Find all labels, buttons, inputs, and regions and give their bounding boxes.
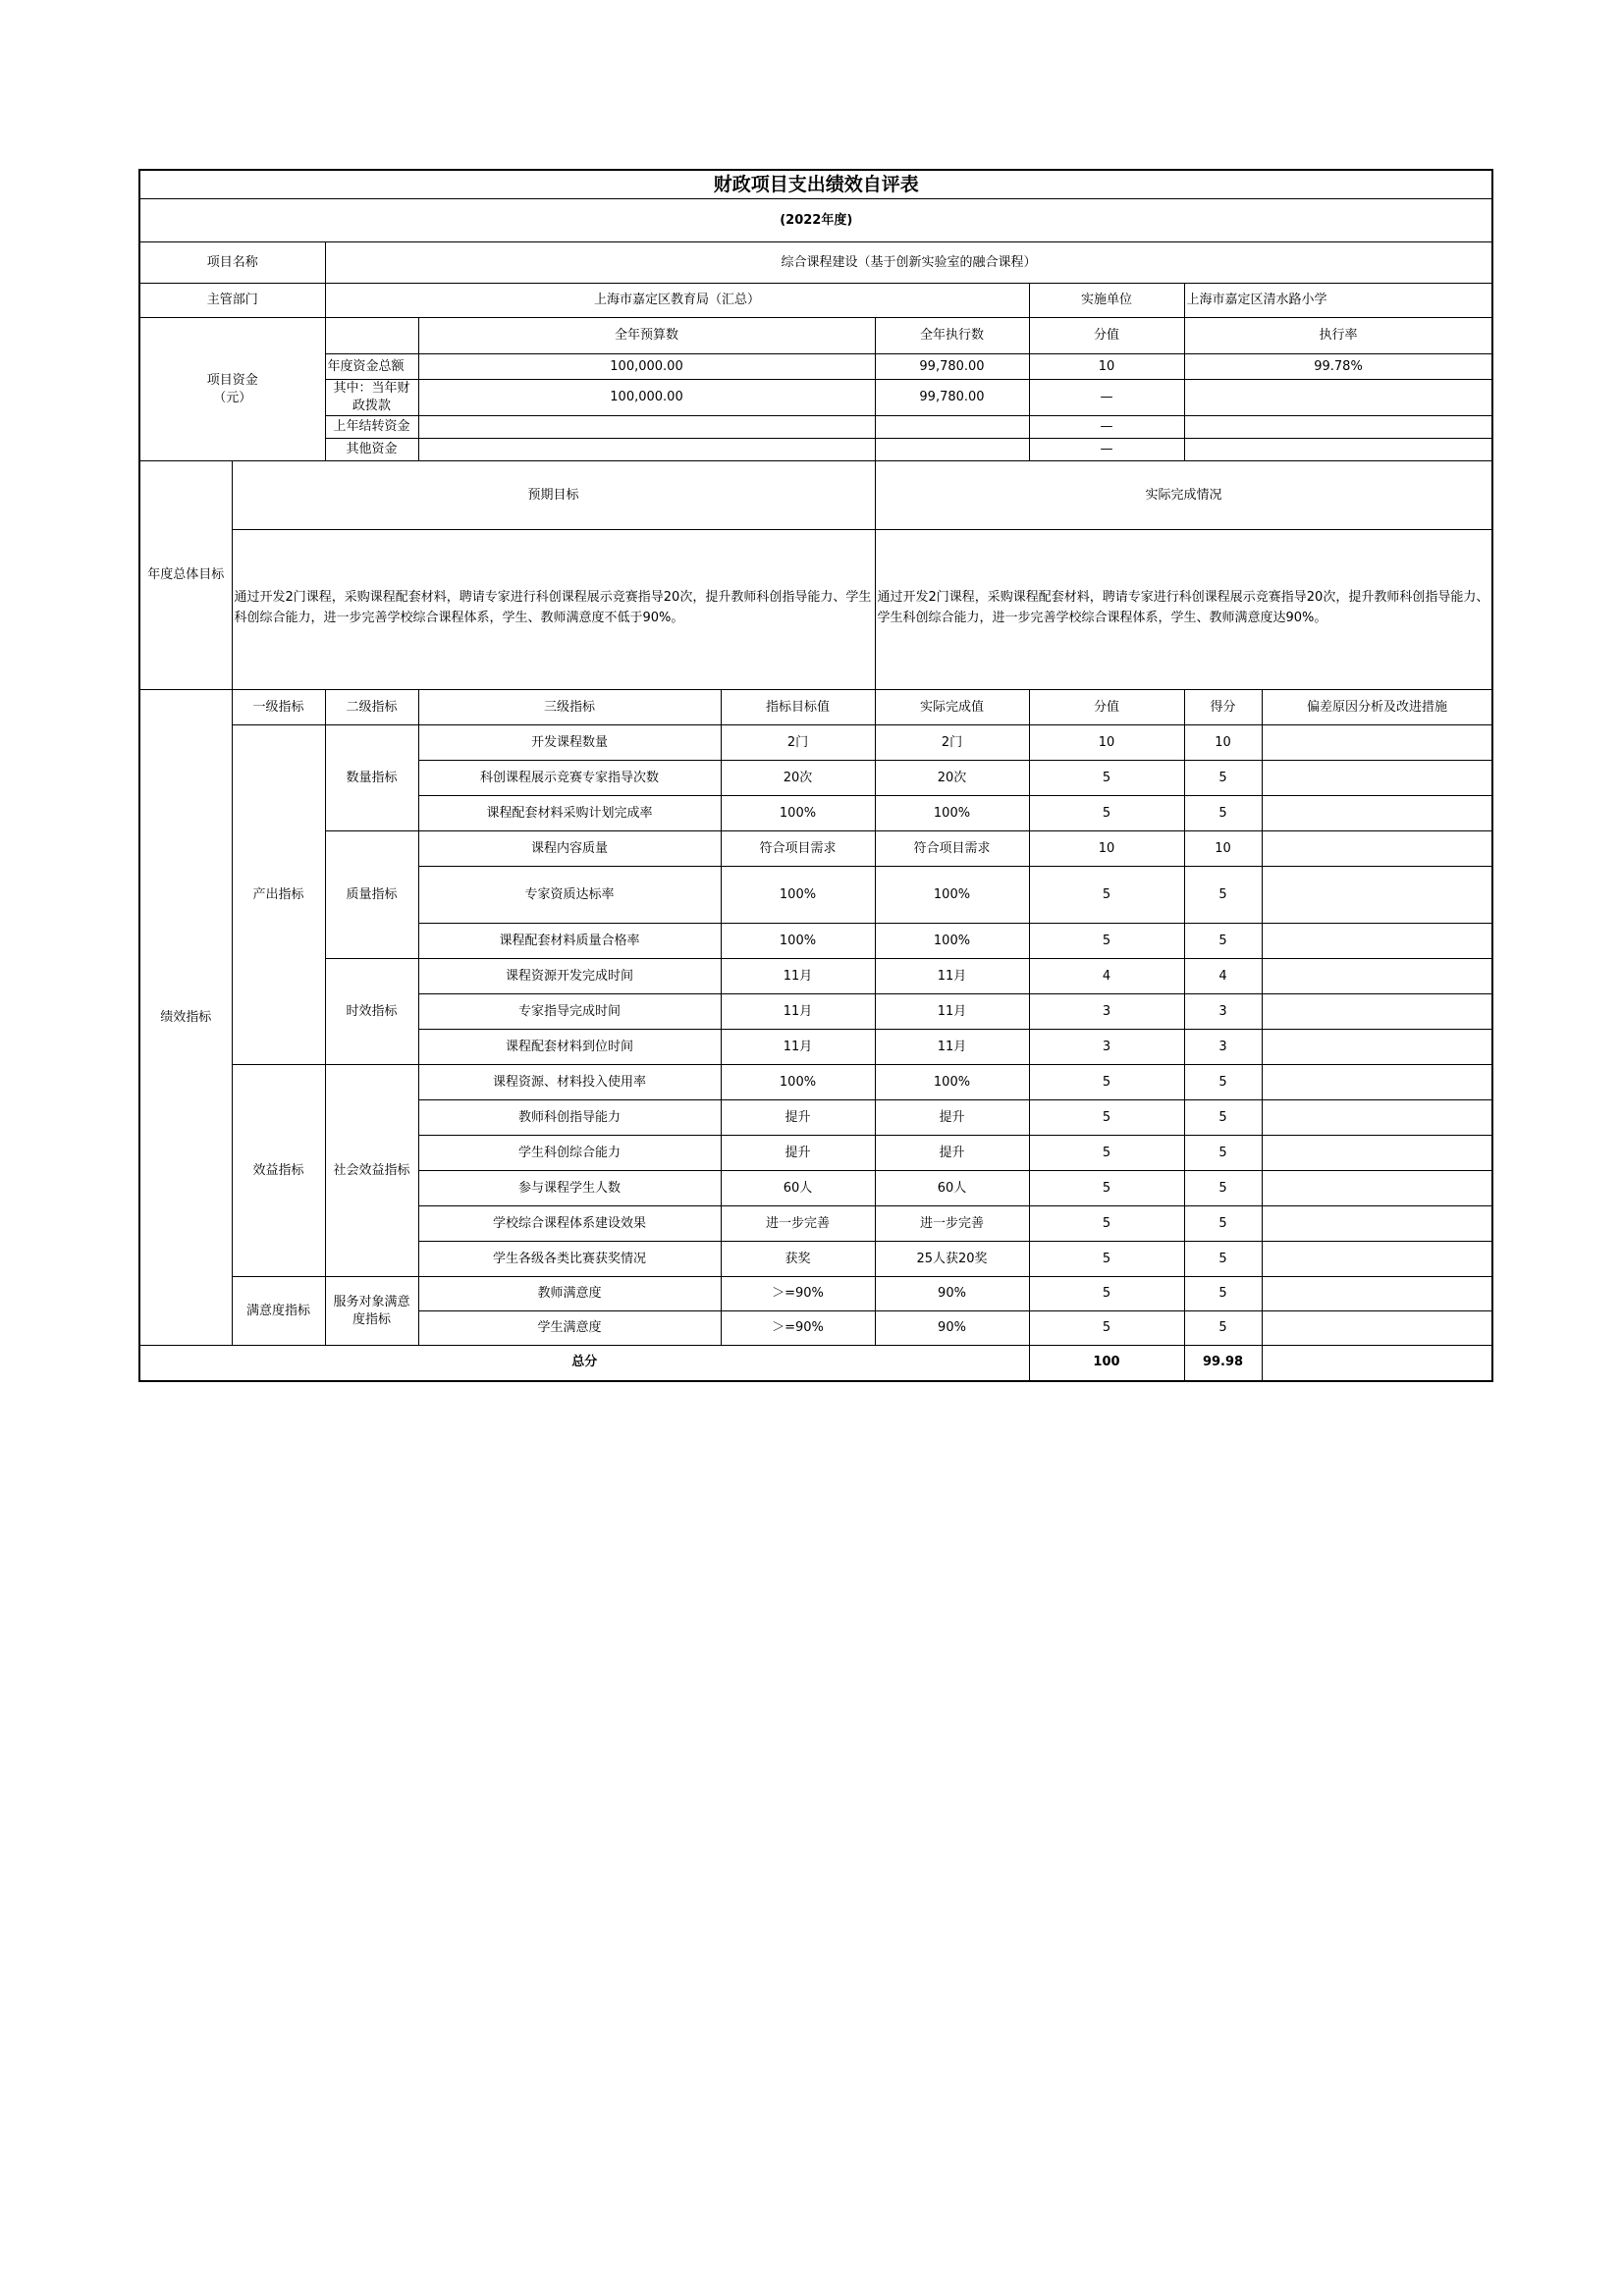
indicator-target: 100% bbox=[721, 796, 875, 831]
indicator-note bbox=[1262, 796, 1492, 831]
indicator-actual: 25人获20奖 bbox=[875, 1242, 1029, 1277]
indicator-header: 指标目标值 bbox=[721, 690, 875, 725]
total-note bbox=[1262, 1346, 1492, 1381]
funds-score-value: — bbox=[1029, 439, 1184, 461]
level3-indicator: 专家指导完成时间 bbox=[418, 994, 721, 1030]
indicator-target: 100% bbox=[721, 867, 875, 924]
indicator-header: 偏差原因分析及改进措施 bbox=[1262, 690, 1492, 725]
indicator-score: 5 bbox=[1184, 1065, 1262, 1100]
indicator-target: 2门 bbox=[721, 725, 875, 761]
indicator-actual: 100% bbox=[875, 867, 1029, 924]
indicator-note bbox=[1262, 959, 1492, 994]
level2-indicator: 服务对象满意度指标 bbox=[325, 1277, 418, 1346]
indicator-note bbox=[1262, 761, 1492, 796]
funds-row bbox=[139, 439, 1492, 461]
funds-score-value: — bbox=[1029, 380, 1184, 416]
level3-indicator: 学生满意度 bbox=[418, 1311, 721, 1346]
expected-goal-text: 通过开发2门课程，采购课程配套材料，聘请专家进行科创课程展示竞赛指导20次，提升教师科创指导能力、学生科创综合能力，进一步完善学校综合课程体系，学生、教师满意度不低于90%。 bbox=[232, 530, 875, 690]
level3-indicator: 课程内容质量 bbox=[418, 831, 721, 867]
funds-row bbox=[139, 354, 1492, 380]
dept-value: 上海市嘉定区教育局（汇总） bbox=[325, 284, 1029, 318]
level3-indicator: 课程配套材料质量合格率 bbox=[418, 924, 721, 959]
funds-budget: 100,000.00 bbox=[418, 354, 875, 380]
level3-indicator: 参与课程学生人数 bbox=[418, 1171, 721, 1206]
project-name-label: 项目名称 bbox=[139, 242, 325, 284]
indicator-target: ＞=90% bbox=[721, 1277, 875, 1311]
indicator-note bbox=[1262, 1277, 1492, 1311]
indicator-actual: 提升 bbox=[875, 1100, 1029, 1136]
indicator-score: 3 bbox=[1184, 994, 1262, 1030]
funds-header: 执行率 bbox=[1184, 318, 1492, 354]
indicator-value: 10 bbox=[1029, 831, 1184, 867]
indicator-target: 11月 bbox=[721, 959, 875, 994]
funds-rate bbox=[1184, 439, 1492, 461]
indicator-score: 5 bbox=[1184, 924, 1262, 959]
funds-score-value: — bbox=[1029, 416, 1184, 439]
indicator-actual: 符合项目需求 bbox=[875, 831, 1029, 867]
level3-indicator: 开发课程数量 bbox=[418, 725, 721, 761]
funds-row-name: 其中：当年财政拨款 bbox=[325, 380, 418, 416]
funds-exec: 99,780.00 bbox=[875, 380, 1029, 416]
indicator-value: 3 bbox=[1029, 994, 1184, 1030]
dept-label: 主管部门 bbox=[139, 284, 325, 318]
indicator-note bbox=[1262, 1242, 1492, 1277]
level3-indicator: 教师满意度 bbox=[418, 1277, 721, 1311]
indicator-target: 进一步完善 bbox=[721, 1206, 875, 1242]
level2-indicator: 时效指标 bbox=[325, 959, 418, 1065]
funds-exec bbox=[875, 416, 1029, 439]
indicator-target: 提升 bbox=[721, 1136, 875, 1171]
indicator-actual: 11月 bbox=[875, 959, 1029, 994]
level2-indicator: 社会效益指标 bbox=[325, 1065, 418, 1277]
funds-rate bbox=[1184, 380, 1492, 416]
self-evaluation-table bbox=[138, 169, 1493, 1382]
indicator-actual: 100% bbox=[875, 924, 1029, 959]
indicator-actual: 90% bbox=[875, 1311, 1029, 1346]
indicator-score: 5 bbox=[1184, 1136, 1262, 1171]
indicator-target: 60人 bbox=[721, 1171, 875, 1206]
indicator-header: 得分 bbox=[1184, 690, 1262, 725]
total-value: 100 bbox=[1029, 1346, 1184, 1381]
indicator-target: 获奖 bbox=[721, 1242, 875, 1277]
indicator-header: 三级指标 bbox=[418, 690, 721, 725]
indicator-note bbox=[1262, 1171, 1492, 1206]
indicator-score: 3 bbox=[1184, 1030, 1262, 1065]
funds-exec bbox=[875, 439, 1029, 461]
expected-goal-header: 预期目标 bbox=[232, 461, 875, 530]
funds-rate bbox=[1184, 416, 1492, 439]
level3-indicator: 专家资质达标率 bbox=[418, 867, 721, 924]
indicator-value: 5 bbox=[1029, 1311, 1184, 1346]
funds-row-name: 其他资金 bbox=[325, 439, 418, 461]
indicator-actual: 11月 bbox=[875, 994, 1029, 1030]
level3-indicator: 学生各级各类比赛获奖情况 bbox=[418, 1242, 721, 1277]
indicator-row bbox=[139, 1277, 1492, 1311]
indicator-score: 4 bbox=[1184, 959, 1262, 994]
indicator-value: 5 bbox=[1029, 1242, 1184, 1277]
indicator-score: 5 bbox=[1184, 796, 1262, 831]
funds-rate: 99.78% bbox=[1184, 354, 1492, 380]
funds-header: 全年执行数 bbox=[875, 318, 1029, 354]
indicator-row bbox=[139, 725, 1492, 761]
indicator-actual: 100% bbox=[875, 1065, 1029, 1100]
indicator-score: 5 bbox=[1184, 1100, 1262, 1136]
indicator-score: 5 bbox=[1184, 867, 1262, 924]
indicator-score: 5 bbox=[1184, 1242, 1262, 1277]
actual-completion-text: 通过开发2门课程，采购课程配套材料，聘请专家进行科创课程展示竞赛指导20次，提升教师科创指导能力、学生科创综合能力，进一步完善学校综合课程体系，学生、教师满意度达90%。 bbox=[875, 530, 1492, 690]
indicator-value: 5 bbox=[1029, 796, 1184, 831]
indicator-target: 11月 bbox=[721, 994, 875, 1030]
level3-indicator: 课程资源、材料投入使用率 bbox=[418, 1065, 721, 1100]
indicator-note bbox=[1262, 1065, 1492, 1100]
indicator-row bbox=[139, 831, 1492, 867]
indicator-note bbox=[1262, 924, 1492, 959]
goals-label: 年度总体目标 bbox=[139, 461, 232, 690]
indicator-target: 11月 bbox=[721, 1030, 875, 1065]
year-label: (2022年度) bbox=[139, 199, 1492, 242]
indicator-value: 5 bbox=[1029, 867, 1184, 924]
indicator-score: 5 bbox=[1184, 1171, 1262, 1206]
indicator-header: 实际完成值 bbox=[875, 690, 1029, 725]
funds-row bbox=[139, 380, 1492, 416]
indicator-actual: 20次 bbox=[875, 761, 1029, 796]
indicator-value: 5 bbox=[1029, 1171, 1184, 1206]
indicator-header: 一级指标 bbox=[232, 690, 325, 725]
indicator-row bbox=[139, 1065, 1492, 1100]
indicator-note bbox=[1262, 1136, 1492, 1171]
funds-budget bbox=[418, 416, 875, 439]
level3-indicator: 教师科创指导能力 bbox=[418, 1100, 721, 1136]
indicator-header: 分值 bbox=[1029, 690, 1184, 725]
indicator-note bbox=[1262, 994, 1492, 1030]
funds-row-name: 年度资金总额 bbox=[325, 354, 418, 380]
indicator-target: 100% bbox=[721, 924, 875, 959]
level2-indicator: 数量指标 bbox=[325, 725, 418, 831]
indicator-row bbox=[139, 959, 1492, 994]
level3-indicator: 课程资源开发完成时间 bbox=[418, 959, 721, 994]
indicator-score: 10 bbox=[1184, 725, 1262, 761]
funds-header: 分值 bbox=[1029, 318, 1184, 354]
indicator-actual: 90% bbox=[875, 1277, 1029, 1311]
indicator-score: 5 bbox=[1184, 1311, 1262, 1346]
funds-label: 项目资金 （元） bbox=[139, 318, 325, 461]
indicator-note bbox=[1262, 867, 1492, 924]
indicator-note bbox=[1262, 725, 1492, 761]
indicator-note bbox=[1262, 1311, 1492, 1346]
level3-indicator: 学校综合课程体系建设效果 bbox=[418, 1206, 721, 1242]
funds-budget bbox=[418, 439, 875, 461]
level1-indicator: 产出指标 bbox=[232, 725, 325, 1065]
indicator-target: 提升 bbox=[721, 1100, 875, 1136]
indicator-score: 5 bbox=[1184, 1206, 1262, 1242]
indicator-score: 10 bbox=[1184, 831, 1262, 867]
total-score: 99.98 bbox=[1184, 1346, 1262, 1381]
funds-row-name: 上年结转资金 bbox=[325, 416, 418, 439]
indicator-header: 二级指标 bbox=[325, 690, 418, 725]
indicator-value: 10 bbox=[1029, 725, 1184, 761]
indicator-value: 3 bbox=[1029, 1030, 1184, 1065]
indicator-actual: 进一步完善 bbox=[875, 1206, 1029, 1242]
indicator-value: 5 bbox=[1029, 1100, 1184, 1136]
level2-indicator: 质量指标 bbox=[325, 831, 418, 959]
indicator-target: 100% bbox=[721, 1065, 875, 1100]
level3-indicator: 学生科创综合能力 bbox=[418, 1136, 721, 1171]
indicator-score: 5 bbox=[1184, 761, 1262, 796]
indicator-actual: 100% bbox=[875, 796, 1029, 831]
unit-value: 上海市嘉定区清水路小学 bbox=[1184, 284, 1492, 318]
funds-row bbox=[139, 416, 1492, 439]
level1-indicator: 满意度指标 bbox=[232, 1277, 325, 1346]
level1-indicator: 效益指标 bbox=[232, 1065, 325, 1277]
indicators-label: 绩效指标 bbox=[139, 690, 232, 1346]
total-label: 总分 bbox=[139, 1346, 1029, 1381]
indicator-target: 20次 bbox=[721, 761, 875, 796]
indicator-value: 5 bbox=[1029, 1065, 1184, 1100]
funds-header-blank bbox=[325, 318, 418, 354]
unit-label: 实施单位 bbox=[1029, 284, 1184, 318]
indicator-value: 5 bbox=[1029, 1277, 1184, 1311]
funds-exec: 99,780.00 bbox=[875, 354, 1029, 380]
indicator-note bbox=[1262, 1030, 1492, 1065]
project-name-value: 综合课程建设（基于创新实验室的融合课程） bbox=[325, 242, 1492, 284]
indicator-score: 5 bbox=[1184, 1277, 1262, 1311]
indicator-note bbox=[1262, 831, 1492, 867]
indicator-actual: 提升 bbox=[875, 1136, 1029, 1171]
indicator-target: 符合项目需求 bbox=[721, 831, 875, 867]
indicator-note bbox=[1262, 1206, 1492, 1242]
indicator-note bbox=[1262, 1100, 1492, 1136]
indicator-value: 5 bbox=[1029, 924, 1184, 959]
indicator-actual: 11月 bbox=[875, 1030, 1029, 1065]
actual-completion-header: 实际完成情况 bbox=[875, 461, 1492, 530]
level3-indicator: 课程配套材料采购计划完成率 bbox=[418, 796, 721, 831]
funds-header: 全年预算数 bbox=[418, 318, 875, 354]
funds-budget: 100,000.00 bbox=[418, 380, 875, 416]
level3-indicator: 课程配套材料到位时间 bbox=[418, 1030, 721, 1065]
indicator-value: 4 bbox=[1029, 959, 1184, 994]
indicator-actual: 2门 bbox=[875, 725, 1029, 761]
indicator-value: 5 bbox=[1029, 1206, 1184, 1242]
level3-indicator: 科创课程展示竞赛专家指导次数 bbox=[418, 761, 721, 796]
table-title: 财政项目支出绩效自评表 bbox=[139, 170, 1492, 199]
indicator-value: 5 bbox=[1029, 761, 1184, 796]
indicator-actual: 60人 bbox=[875, 1171, 1029, 1206]
indicator-value: 5 bbox=[1029, 1136, 1184, 1171]
funds-score-value: 10 bbox=[1029, 354, 1184, 380]
indicator-target: ＞=90% bbox=[721, 1311, 875, 1346]
